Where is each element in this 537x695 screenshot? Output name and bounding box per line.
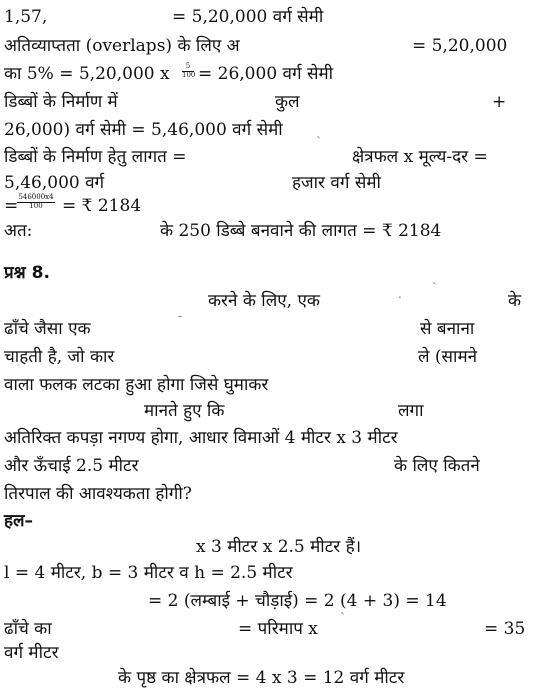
sol-line-6: के पृष्ठ का क्षेत्रफल = 4 x 3 = 12 वर्ग मीटर [118,668,405,688]
solution-heading: हल– [4,511,34,531]
q-line-7-b: के लिए कितने [394,456,480,476]
line-2-b: = 5,20,000 [412,36,508,56]
fraction-numerator: 546000x4 [18,193,54,201]
line-7-a: 5,46,000 वर्ग [4,173,105,193]
scan-speck: . [398,287,402,301]
fraction-five-percent [182,63,194,79]
line-7-b: हजार वर्ग सेमी [292,173,381,193]
sol-line-5: वर्ग मीटर [4,643,59,663]
line-2-a: अतिव्याप्तता (overlaps) के लिए अ [4,36,240,56]
sol-line-4-b: = परिमाप x [238,619,318,639]
q-line-3-b: ले (सामने [418,347,478,367]
line-6-b: क्षेत्रफल x मूल्य-दर = [352,147,488,167]
line-6-a: डिब्बों के निर्माण हेतु लागत = [4,147,187,167]
scan-speck: ` [340,611,346,625]
question-heading: प्रश्न 8. [4,263,50,283]
line-9-b: के 250 डिब्बे बनवाने की लागत = ₹ 2184 [160,221,442,241]
scan-speck: ` [316,135,322,149]
sol-line-4-c: = 35 [484,619,526,639]
q-line-2-a: ढाँचे जैसा एक [4,319,91,339]
fraction-cost [17,194,55,210]
scan-speck: - [178,309,183,323]
line-8-a: = [4,196,19,216]
sol-line-4-a: ढाँचे का [4,619,52,639]
line-3-a: का 5% = 5,20,000 x [4,64,170,84]
q-line-2-b: से बनाना [420,319,475,339]
sol-line-2: l = 4 मीटर, b = 3 मीटर व h = 2.5 मीटर [4,563,293,583]
sol-line-1: x 3 मीटर x 2.5 मीटर हैं। [196,537,362,557]
sol-line-3: = 2 (लम्बाई + चौड़ाई) = 2 (4 + 3) = 14 [148,591,447,611]
line-5: 26,000) वर्ग सेमी = 5,46,000 वर्ग सेमी [4,120,283,140]
q-line-5-b: लगा [398,401,424,421]
q-line-4: वाला फलक लटका हुआ होगा जिसे घुमाकर [4,375,269,395]
q-line-1-b: के [508,291,522,311]
line-4-c: + [492,92,507,112]
line-8-b: = ₹ 2184 [62,196,142,216]
fraction-denominator: 100 [17,202,55,210]
q-line-1-a: करने के लिए, एक [208,291,320,311]
scan-speck: ` [432,281,438,295]
q-line-6: अतिरिक्त कपड़ा नगण्य होगा, आधार विमाओं 4 मीटर x 3 मीटर [4,428,398,448]
line-4-b: कुल [275,92,300,112]
q-line-5-a: मानते हुए कि [144,401,225,421]
q-line-3-a: चाहती है, जो कार [4,347,115,367]
line-3-b: = 26,000 वर्ग सेमी [198,64,334,84]
line-4-a: डिब्बों के निर्माण में [4,92,118,112]
line-1-a: 1,57, [4,7,48,27]
q-line-8: तिरपाल की आवश्यकता होगी? [4,484,192,504]
q-line-7-a: और ऊँचाई 2.5 मीटर [4,456,139,476]
fraction-numerator: 5 [185,62,191,70]
fraction-denominator: 100 [182,71,196,79]
line-1-b: = 5,20,000 वर्ग सेमी [172,7,324,27]
line-9-a: अत: [4,221,33,241]
